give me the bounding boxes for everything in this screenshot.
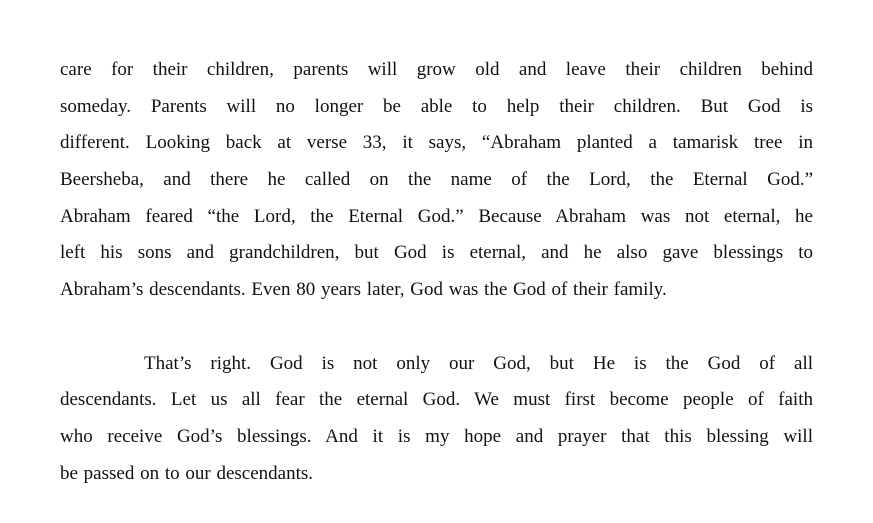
text-line: That’s right. God is not only our God, but He is the God of all <box>144 352 813 374</box>
text-line: Abraham feared “the Lord, the Eternal God.” Because Abraham was not eternal, he <box>60 205 813 227</box>
text-line: someday. Parents will no longer be able to help their children. But God is <box>60 95 813 117</box>
text-line: be passed on to our descendants. <box>60 462 313 484</box>
paragraph-spacer <box>60 309 813 346</box>
text-line: left his sons and grandchildren, but God is eternal, and he also gave blessings to <box>60 242 813 264</box>
text-line: descendants. Let us all fear the eternal God. We must first become people of faith <box>60 389 813 411</box>
text-line: Beersheba, and there he called on the name of the Lord, the Eternal God.” <box>60 169 813 191</box>
text-line: different. Looking back at verse 33, it says, “Abraham planted a tamarisk tree in <box>60 132 813 154</box>
paragraph-1 <box>60 52 813 309</box>
text-line: care for their children, parents will grow old and leave their children behind <box>60 59 813 80</box>
text-line: who receive God’s blessings. And it is my hope and prayer that this blessing will <box>60 425 813 447</box>
document-page <box>60 52 813 492</box>
text-line: Abraham’s descendants. Even 80 years later, God was the God of their family. <box>60 279 667 301</box>
paragraph-2 <box>60 346 813 493</box>
